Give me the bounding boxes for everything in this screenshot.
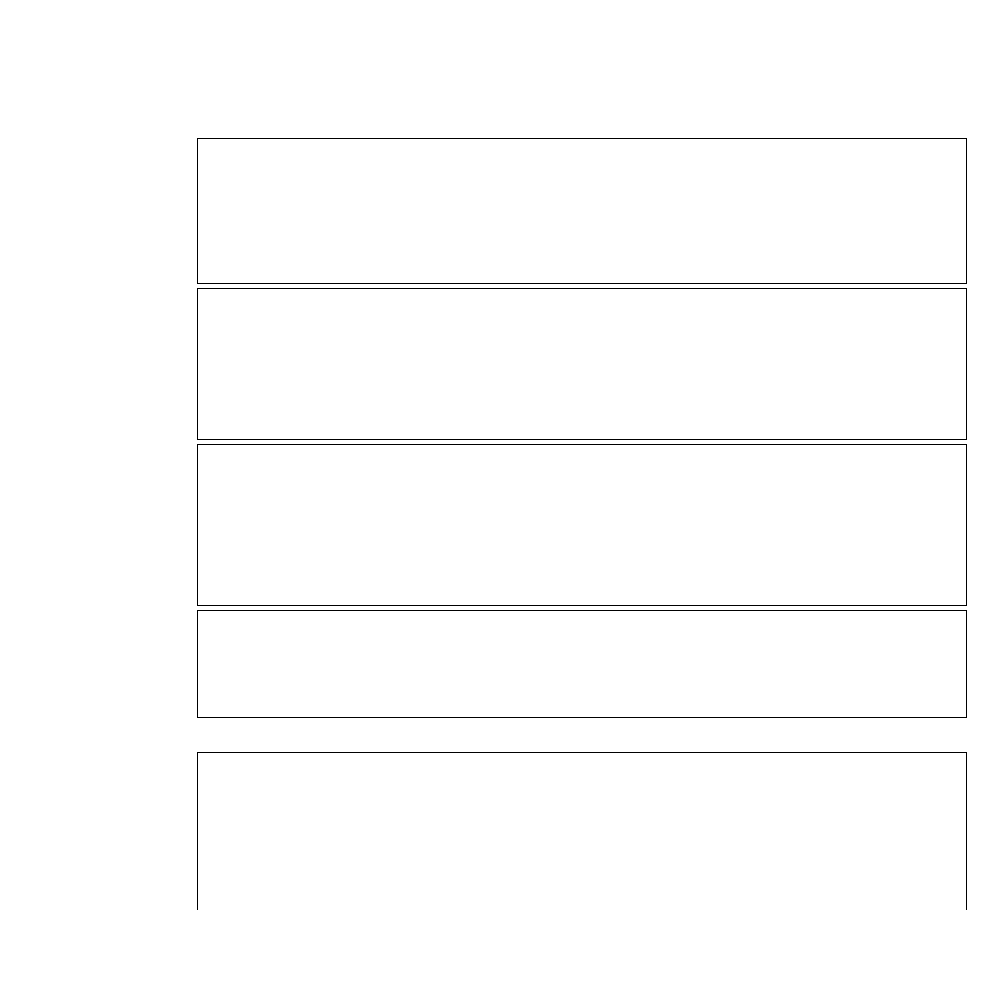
panel-clouds [197,610,967,718]
top-time-axis [197,78,967,124]
panel-precip [197,752,967,910]
panel-temperature [197,444,967,606]
panel-wind [197,288,967,440]
panel-pressure [197,138,967,284]
